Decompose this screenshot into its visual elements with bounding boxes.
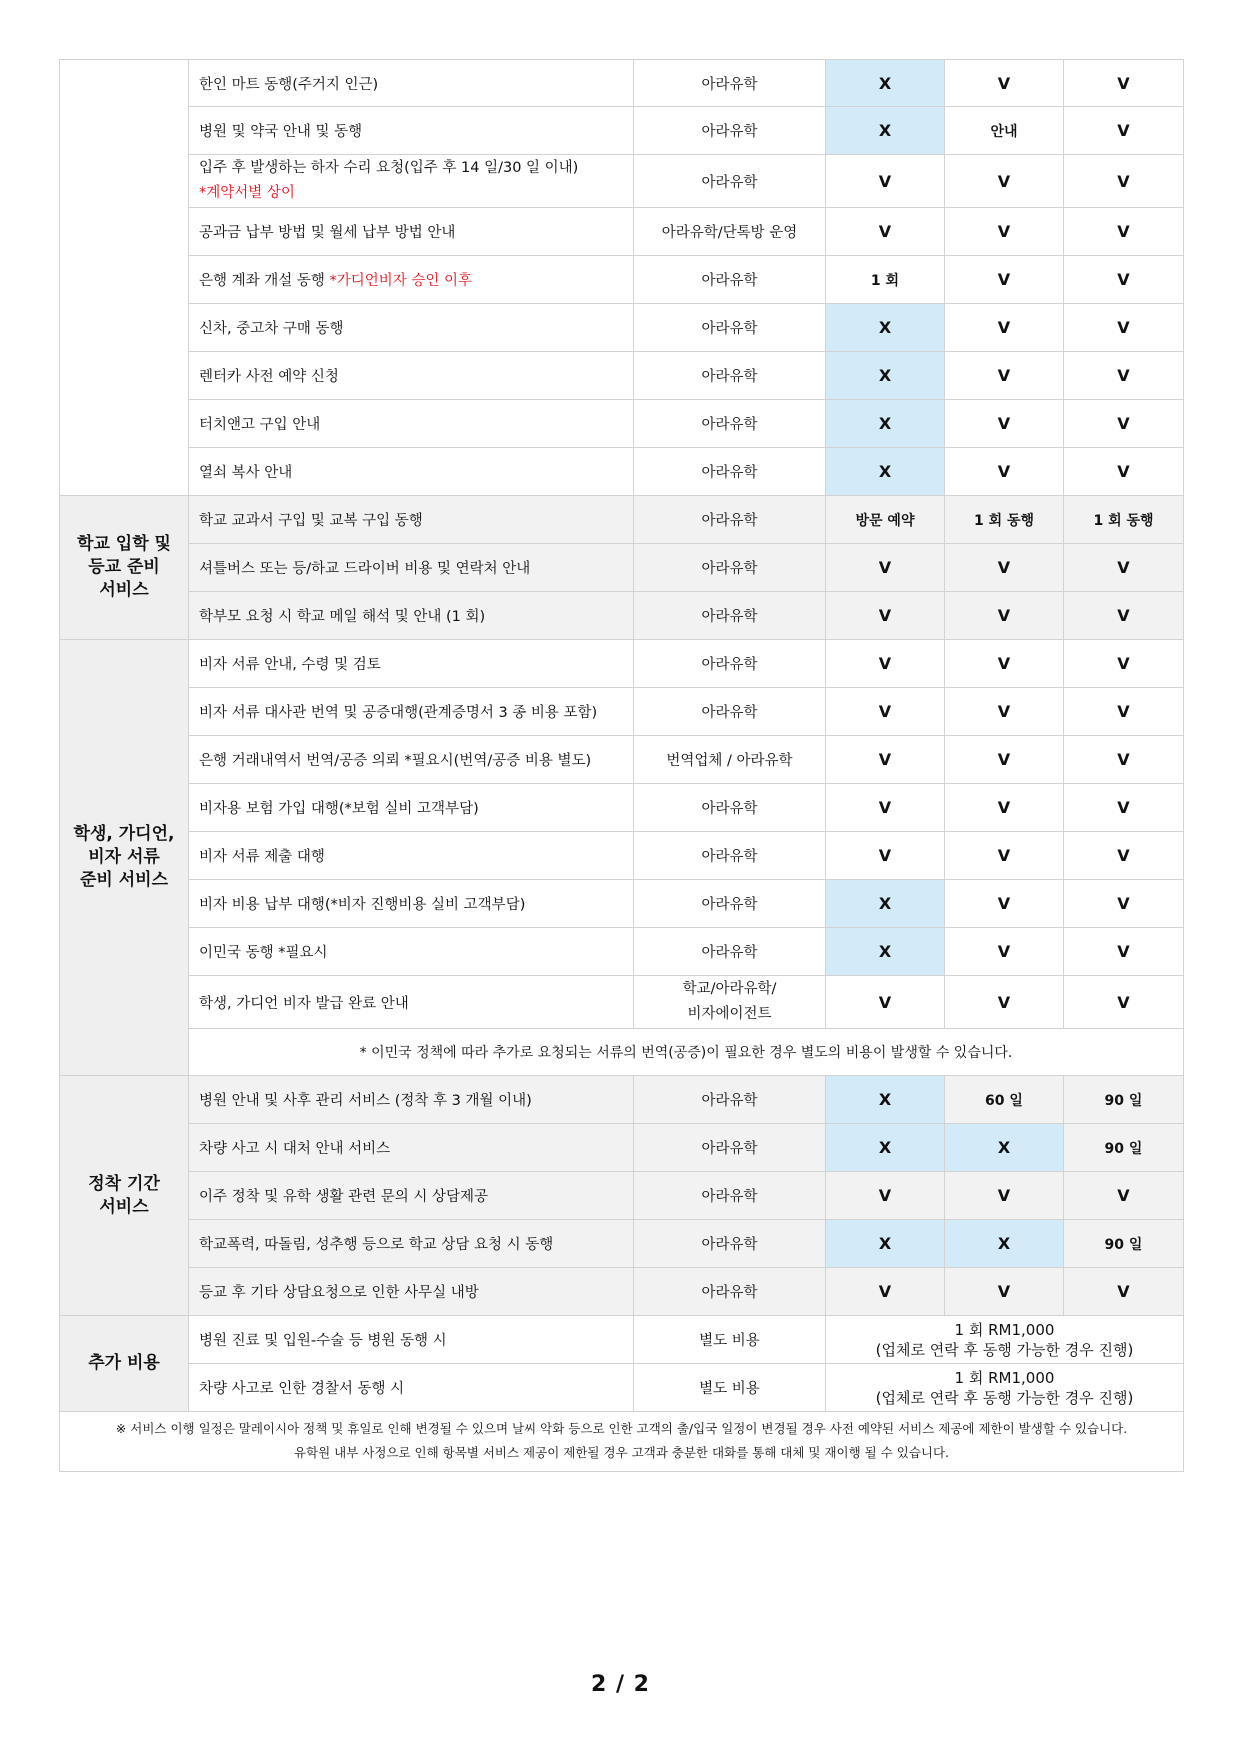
table-row (60, 1029, 1184, 1076)
provider: 아라유학 (634, 832, 826, 880)
plan-2-mark: V (945, 640, 1064, 688)
table-row (60, 1316, 1184, 1364)
table-row (60, 1412, 1184, 1472)
plan-3-mark: V (1064, 155, 1184, 208)
service-item: 차량 사고로 인한 경찰서 동행 시 (189, 1364, 634, 1412)
plan-1-mark: X (826, 1076, 945, 1124)
plan-3-mark: V (1064, 832, 1184, 880)
table-row (60, 736, 1184, 784)
provider: 아라유학 (634, 1076, 826, 1124)
category-line: 비자 서류 (88, 847, 160, 867)
plan-1-mark: X (826, 448, 945, 496)
plan-2-mark: V (945, 1172, 1064, 1220)
table-row (60, 304, 1184, 352)
plan-2-mark: X (945, 1124, 1064, 1172)
plan-1-mark: X (826, 880, 945, 928)
service-item: 병원 진료 및 입원-수술 등 병원 동행 시 (189, 1316, 634, 1364)
service-item: 비자 서류 제출 대행 (189, 832, 634, 880)
category-visa (60, 640, 189, 1076)
plan-1-mark: V (826, 208, 945, 256)
plan-3-mark: V (1064, 60, 1184, 107)
plan-1-mark: X (826, 928, 945, 976)
plan-1-mark: V (826, 155, 945, 208)
plan-3-mark: V (1064, 544, 1184, 592)
table-row (60, 448, 1184, 496)
category-line: 서비스 (99, 580, 149, 600)
plan-3-mark: 90 일 (1064, 1124, 1184, 1172)
service-item-note: *계약서별 상이 (199, 185, 295, 201)
plan-2-mark: 60 일 (945, 1076, 1064, 1124)
service-item: 학교 교과서 구입 및 교복 구입 동행 (189, 496, 634, 544)
table-row (60, 592, 1184, 640)
plan-1-mark: 방문 예약 (826, 496, 945, 544)
plan-3-mark: V (1064, 592, 1184, 640)
provider: 아라유학 (634, 688, 826, 736)
plan-2-mark: 1 회 동행 (945, 496, 1064, 544)
plan-2-mark: V (945, 448, 1064, 496)
service-table (59, 59, 1184, 1472)
table-row (60, 1268, 1184, 1316)
plan-1-mark: V (826, 640, 945, 688)
plan-2-mark: V (945, 304, 1064, 352)
plan-1-mark: X (826, 304, 945, 352)
provider: 별도 비용 (634, 1316, 826, 1364)
provider: 아라유학 (634, 1124, 826, 1172)
plan-3-mark: 1 회 동행 (1064, 496, 1184, 544)
service-item: 학교폭력, 따돌림, 성추행 등으로 학교 상담 요청 시 동행 (189, 1220, 634, 1268)
category-settlement (60, 1076, 189, 1316)
provider: 번역업체 / 아라유학 (634, 736, 826, 784)
category-school (60, 496, 189, 640)
plan-2-mark: V (945, 688, 1064, 736)
footer-line: ※ 서비스 이행 일정은 말레이시아 정책 및 휴일로 인해 변경될 수 있으며 날씨 악화 등으로 인한 고객의 출/입국 일정이 변경될 경우 사전 예약된 서비스 제공에 제한이 발생할 수 있습니다. (115, 1421, 1128, 1436)
fee-line: 1 회 RM1,000 (954, 1368, 1055, 1387)
plan-3-mark: 90 일 (1064, 1076, 1184, 1124)
visa-note: * 이민국 정책에 따라 추가로 요청되는 서류의 번역(공증)이 필요한 경우 별도의 비용이 발생할 수 있습니다. (189, 1029, 1184, 1076)
provider: 별도 비용 (634, 1364, 826, 1412)
provider: 아라유학 (634, 448, 826, 496)
service-item: 신차, 중고차 구매 동행 (189, 304, 634, 352)
service-item: 렌터카 사전 예약 신청 (189, 352, 634, 400)
provider (634, 976, 826, 1029)
provider: 아라유학 (634, 592, 826, 640)
provider: 아라유학 (634, 304, 826, 352)
service-item: 비자 비용 납부 대행(*비자 진행비용 실비 고객부담) (189, 880, 634, 928)
fee-line: (업체로 연락 후 동행 가능한 경우 진행) (875, 1388, 1134, 1407)
provider: 아라유학 (634, 155, 826, 208)
plan-3-mark: V (1064, 352, 1184, 400)
category-line: 학생, 가디언, (73, 824, 175, 844)
plan-1-mark: V (826, 1268, 945, 1316)
fee-cell (826, 1364, 1184, 1412)
plan-2-mark: V (945, 1268, 1064, 1316)
provider: 아라유학 (634, 640, 826, 688)
plan-1-mark: V (826, 592, 945, 640)
plan-2-mark: V (945, 976, 1064, 1029)
plan-1-mark: X (826, 60, 945, 107)
plan-3-mark: V (1064, 640, 1184, 688)
service-item: 은행 거래내역서 번역/공증 의뢰 *필요시(번역/공증 비용 별도) (189, 736, 634, 784)
table-row (60, 352, 1184, 400)
table-row (60, 832, 1184, 880)
table-row (60, 976, 1184, 1029)
table-row (60, 256, 1184, 304)
plan-2-mark: X (945, 1220, 1064, 1268)
service-item: 공과금 납부 방법 및 월세 납부 방법 안내 (189, 208, 634, 256)
plan-2-mark: V (945, 400, 1064, 448)
plan-2-mark: V (945, 928, 1064, 976)
provider: 아라유학 (634, 928, 826, 976)
table-row (60, 880, 1184, 928)
plan-3-mark: V (1064, 304, 1184, 352)
table-row (60, 1364, 1184, 1412)
table-row (60, 688, 1184, 736)
table-row (60, 60, 1184, 107)
table-row (60, 784, 1184, 832)
service-item (189, 256, 634, 304)
plan-3-mark: V (1064, 1268, 1184, 1316)
plan-2-mark: V (945, 256, 1064, 304)
plan-2-mark: V (945, 208, 1064, 256)
service-item: 한인 마트 동행(주거지 인근) (189, 60, 634, 107)
provider: 아라유학 (634, 256, 826, 304)
service-item: 비자 서류 대사관 번역 및 공증대행(관계증명서 3 종 비용 포함) (189, 688, 634, 736)
provider: 아라유학 (634, 784, 826, 832)
service-item: 비자 서류 안내, 수령 및 검토 (189, 640, 634, 688)
plan-1-mark: V (826, 736, 945, 784)
plan-1-mark: V (826, 1172, 945, 1220)
service-item: 학부모 요청 시 학교 메일 해석 및 안내 (1 회) (189, 592, 634, 640)
plan-1-mark: X (826, 107, 945, 155)
category-line: 서비스 (99, 1196, 149, 1217)
plan-2-mark: V (945, 352, 1064, 400)
plan-2-mark: V (945, 592, 1064, 640)
plan-3-mark: V (1064, 928, 1184, 976)
table-row (60, 107, 1184, 155)
category-line: 정착 기간 (88, 1173, 160, 1194)
plan-1-mark: V (826, 544, 945, 592)
plan-1-mark: 1 회 (826, 256, 945, 304)
provider: 아라유학/단톡방 운영 (634, 208, 826, 256)
plan-2-mark: V (945, 736, 1064, 784)
service-item (189, 155, 634, 208)
table-row (60, 496, 1184, 544)
plan-2-mark: 안내 (945, 107, 1064, 155)
plan-3-mark: V (1064, 784, 1184, 832)
service-item: 열쇠 복사 안내 (189, 448, 634, 496)
provider: 아라유학 (634, 60, 826, 107)
table-row (60, 928, 1184, 976)
plan-3-mark: V (1064, 400, 1184, 448)
category-extra-cost: 추가 비용 (60, 1316, 189, 1412)
provider: 아라유학 (634, 1220, 826, 1268)
service-item: 이민국 동행 *필요시 (189, 928, 634, 976)
fee-line: (업체로 연락 후 동행 가능한 경우 진행) (875, 1340, 1134, 1359)
plan-3-mark: V (1064, 1172, 1184, 1220)
plan-2-mark: V (945, 880, 1064, 928)
table-row (60, 544, 1184, 592)
category-line: 학교 입학 및 (77, 534, 171, 554)
provider: 아라유학 (634, 107, 826, 155)
service-item-text: 은행 계좌 개설 동행 (199, 273, 325, 289)
service-item: 차량 사고 시 대처 안내 서비스 (189, 1124, 634, 1172)
plan-1-mark: V (826, 976, 945, 1029)
service-item: 셔틀버스 또는 등/하교 드라이버 비용 및 연락처 안내 (189, 544, 634, 592)
category-line: 준비 서비스 (79, 870, 169, 890)
fee-cell (826, 1316, 1184, 1364)
plan-1-mark: V (826, 832, 945, 880)
footer-notice (60, 1412, 1184, 1472)
provider-line: 비자에이전트 (687, 1006, 772, 1022)
table-row (60, 1124, 1184, 1172)
plan-3-mark: V (1064, 976, 1184, 1029)
plan-1-mark: X (826, 1124, 945, 1172)
plan-1-mark: X (826, 352, 945, 400)
plan-3-mark: V (1064, 107, 1184, 155)
table-row (60, 640, 1184, 688)
plan-2-mark: V (945, 544, 1064, 592)
service-item: 병원 및 약국 안내 및 동행 (189, 107, 634, 155)
plan-3-mark: V (1064, 256, 1184, 304)
provider: 아라유학 (634, 544, 826, 592)
plan-3-mark: 90 일 (1064, 1220, 1184, 1268)
provider-line: 학교/아라유학/ (682, 981, 777, 997)
service-item: 비자용 보험 가입 대행(*보험 실비 고객부담) (189, 784, 634, 832)
service-item: 이주 정착 및 유학 생활 관련 문의 시 상담제공 (189, 1172, 634, 1220)
table-row (60, 1076, 1184, 1124)
plan-1-mark: V (826, 688, 945, 736)
plan-3-mark: V (1064, 448, 1184, 496)
plan-2-mark: V (945, 784, 1064, 832)
provider: 아라유학 (634, 1268, 826, 1316)
table-row (60, 1220, 1184, 1268)
service-item: 등교 후 기타 상담요청으로 인한 사무실 내방 (189, 1268, 634, 1316)
plan-1-mark: X (826, 400, 945, 448)
fee-line: 1 회 RM1,000 (954, 1320, 1055, 1339)
plan-3-mark: V (1064, 208, 1184, 256)
provider: 아라유학 (634, 352, 826, 400)
table-row (60, 208, 1184, 256)
provider: 아라유학 (634, 1172, 826, 1220)
page-number: 2 / 2 (591, 1672, 650, 1697)
plan-3-mark: V (1064, 688, 1184, 736)
category-cell (60, 60, 189, 496)
service-item: 병원 안내 및 사후 관리 서비스 (정착 후 3 개월 이내) (189, 1076, 634, 1124)
plan-1-mark: X (826, 1220, 945, 1268)
service-item: 터치앤고 구입 안내 (189, 400, 634, 448)
service-item: 학생, 가디언 비자 발급 완료 안내 (189, 976, 634, 1029)
plan-2-mark: V (945, 155, 1064, 208)
provider: 아라유학 (634, 400, 826, 448)
plan-2-mark: V (945, 60, 1064, 107)
category-line: 등교 준비 (88, 557, 160, 577)
plan-1-mark: V (826, 784, 945, 832)
service-item-text: 입주 후 발생하는 하자 수리 요청(입주 후 14 일/30 일 이내) (199, 160, 579, 176)
table-row (60, 155, 1184, 208)
service-item-note: *가디언비자 승인 이후 (329, 273, 473, 289)
footer-line: 유학원 내부 사정으로 인해 항목별 서비스 제공이 제한될 경우 고객과 충분한 대화를 통해 대체 및 재이행 될 수 있습니다. (293, 1445, 950, 1460)
provider: 아라유학 (634, 496, 826, 544)
plan-3-mark: V (1064, 880, 1184, 928)
plan-3-mark: V (1064, 736, 1184, 784)
table-row (60, 1172, 1184, 1220)
provider: 아라유학 (634, 880, 826, 928)
table-row (60, 400, 1184, 448)
plan-2-mark: V (945, 832, 1064, 880)
